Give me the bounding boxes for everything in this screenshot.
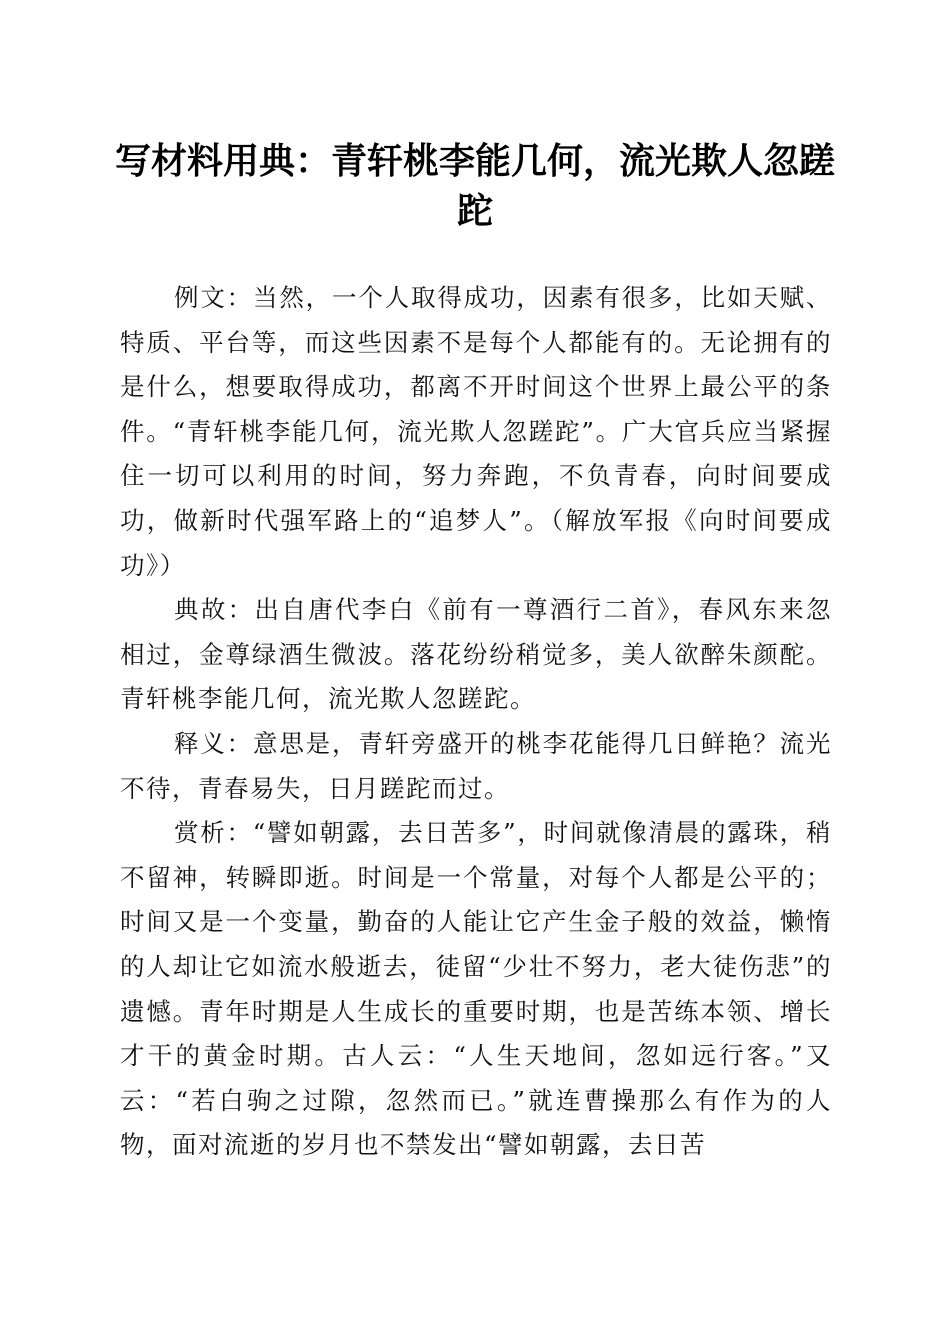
document-title: 写材料用典：青轩桃李能几何，流光欺人忽蹉跎 (114, 140, 835, 232)
paragraph-allusion: 典故：出自唐代李白《前有一尊酒行二首》，春风东来忽相过，金尊绿酒生微波。落花纷纷稍觉多，美人欲醉朱颜酡。青轩桃李能几何，流光欺人忽蹉跎。 (120, 595, 832, 714)
document-body (120, 276, 832, 1168)
paragraph-interpretation: 释义：意思是，青轩旁盛开的桃李花能得几日鲜艳？流光不待，青春易失，日月蹉跎而过。 (120, 728, 832, 803)
paragraph-example: 例文：当然，一个人取得成功，因素有很多，比如天赋、特质、平台等，而这些因素不是每个人都能有的。无论拥有的是什么，想要取得成功，都离不开时间这个世界上最公平的条件。“青轩桃李能几何，流光欺人忽蹉跎”。广大官兵应当紧握住一切可以利用的时间，努力奔跑，不负青春，向时间要成功，做新时代强军路上的“追梦人”。（解放军报《向时间要成功》） (120, 283, 832, 580)
paragraph-appreciation: 赏析：“譬如朝露，去日苦多”，时间就像清晨的露珠，稍不留神，转瞬即逝。时间是一个常量，对每个人都是公平的；时间又是一个变量，勤奋的人能让它产生金子般的效益，懒惰的人却让它如流水般逝去，徒留“少壮不努力，老大徒伤悲”的遗憾。青年时期是人生成长的重要时期，也是苦练本领、增长才干的黄金时期。古人云：“人生天地间，忽如远行客。”又云：“若白驹之过隙，忽然而已。”就连曹操那么有作为的人物，面对流逝的岁月也不禁发出“譬如朝露，去日苦 (120, 818, 832, 1160)
